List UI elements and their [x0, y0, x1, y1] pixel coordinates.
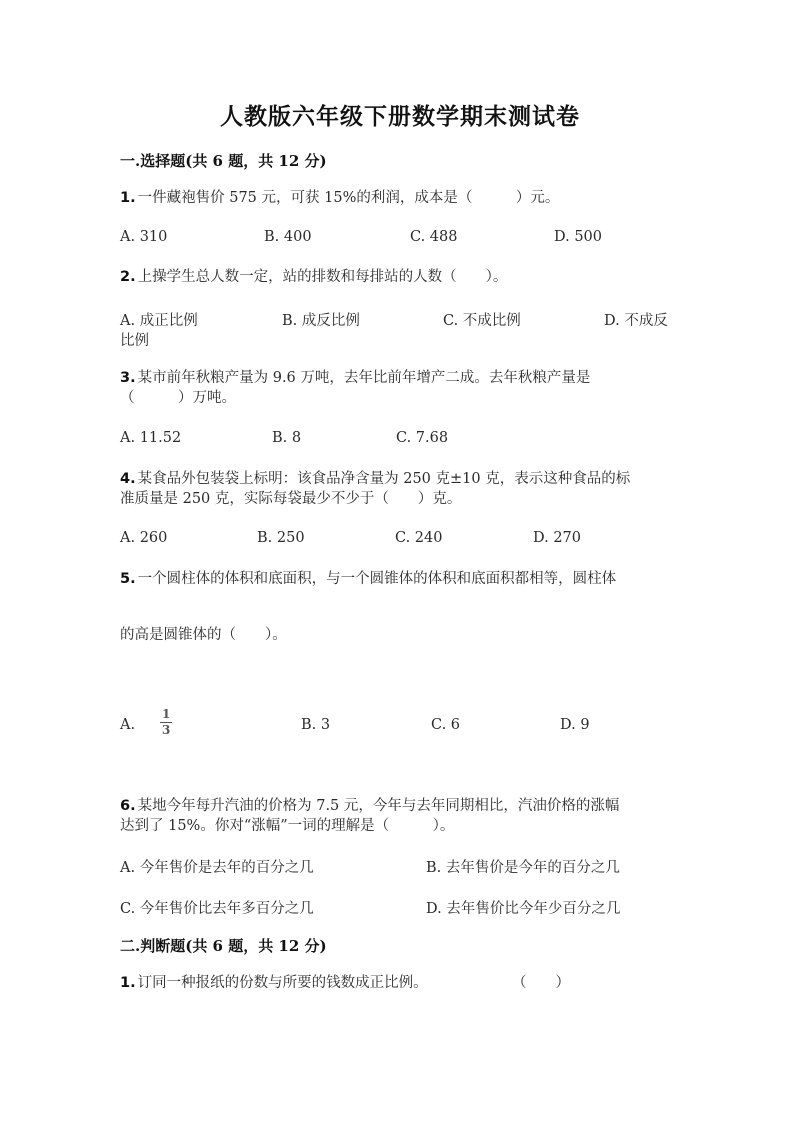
- option-a: A. 310: [120, 229, 168, 245]
- question-6: [120, 796, 619, 816]
- answer-bracket: （ ）: [512, 975, 570, 991]
- option-c: C. 7.68: [396, 430, 449, 446]
- section-header-choice: 一.选择题(共 6 题，共 12 分): [120, 152, 327, 170]
- question-4-line2: 准质量是 250 克，实际每袋最少不少于（ ）克。: [120, 491, 462, 507]
- option-c: C. 今年售价比去年多百分之几: [120, 901, 314, 917]
- page-title: 人教版六年级下册数学期末测试卷: [220, 103, 580, 130]
- fraction: [160, 708, 172, 737]
- option-d: D. 270: [533, 530, 582, 546]
- judgment-question-1: [120, 973, 428, 993]
- option-a: A. 今年售价是去年的百分之几: [120, 860, 314, 876]
- question-number: 6.: [120, 798, 136, 814]
- question-6-line2: 达到了 15%。你对“涨幅”一词的理解是（ ）。: [120, 818, 455, 834]
- question-5-line2: 的高是圆锥体的（ ）。: [120, 627, 287, 643]
- question-1: [120, 188, 559, 208]
- option-b: B. 去年售价是今年的百分之几: [426, 860, 620, 876]
- option-b: B. 8: [272, 430, 302, 446]
- question-number: 4.: [120, 471, 136, 487]
- question-text-line1: 某市前年秋粮产量为 9.6 万吨，去年比前年增产二成。去年秋粮产量是: [137, 370, 591, 386]
- question-3-line2: （ ）万吨。: [120, 390, 236, 406]
- option-a-label: A.: [120, 717, 136, 733]
- question-text: 上操学生总人数一定，站的排数和每排站的人数（ ）。: [137, 269, 508, 285]
- question-number: 3.: [120, 370, 136, 386]
- question-text-line1: 某地今年每升汽油的价格为 7.5 元，今年与去年同期相比，汽油价格的涨幅: [137, 798, 620, 814]
- option-b: B. 400: [264, 229, 312, 245]
- question-4: [120, 469, 630, 489]
- question-number: 1.: [120, 975, 136, 991]
- option-c: C. 240: [395, 530, 443, 546]
- question-5: [120, 569, 616, 589]
- option-b: B. 3: [301, 717, 331, 733]
- question-text: 一件藏袍售价 575 元，可获 15%的利润，成本是（ ）元。: [137, 190, 560, 206]
- section-header-judgment: 二.判断题(共 6 题，共 12 分): [120, 937, 327, 955]
- option-c: C. 488: [410, 229, 458, 245]
- option-d: D. 去年售价比今年少百分之几: [426, 901, 621, 917]
- fraction-denominator: 3: [162, 723, 171, 737]
- question-number: 1.: [120, 190, 136, 206]
- question-2: [120, 267, 507, 287]
- option-d: D. 500: [554, 229, 603, 245]
- option-a: A. 成正比例: [120, 313, 198, 329]
- question-3: [120, 368, 590, 388]
- fraction-numerator: 1: [162, 707, 171, 721]
- option-d: D. 不成反: [604, 313, 668, 329]
- option-c: C. 不成比例: [443, 313, 521, 329]
- option-b: B. 成反比例: [282, 313, 360, 329]
- option-d-continued: 比例: [120, 333, 149, 349]
- question-text: 订同一种报纸的份数与所要的钱数成正比例。: [137, 975, 428, 991]
- option-c: C. 6: [431, 717, 461, 733]
- option-b: B. 250: [257, 530, 305, 546]
- option-a: A. 260: [120, 530, 168, 546]
- question-number: 5.: [120, 571, 136, 587]
- option-d: D. 9: [560, 717, 590, 733]
- question-number: 2.: [120, 269, 136, 285]
- option-a: A. 11.52: [120, 430, 182, 446]
- question-text-line1: 某食品外包装袋上标明：该食品净含量为 250 克±10 克，表示这种食品的标: [137, 471, 631, 487]
- question-text-line1: 一个圆柱体的体积和底面积，与一个圆锥体的体积和底面积都相等，圆柱体: [137, 571, 617, 587]
- option-a-fraction: [160, 708, 172, 737]
